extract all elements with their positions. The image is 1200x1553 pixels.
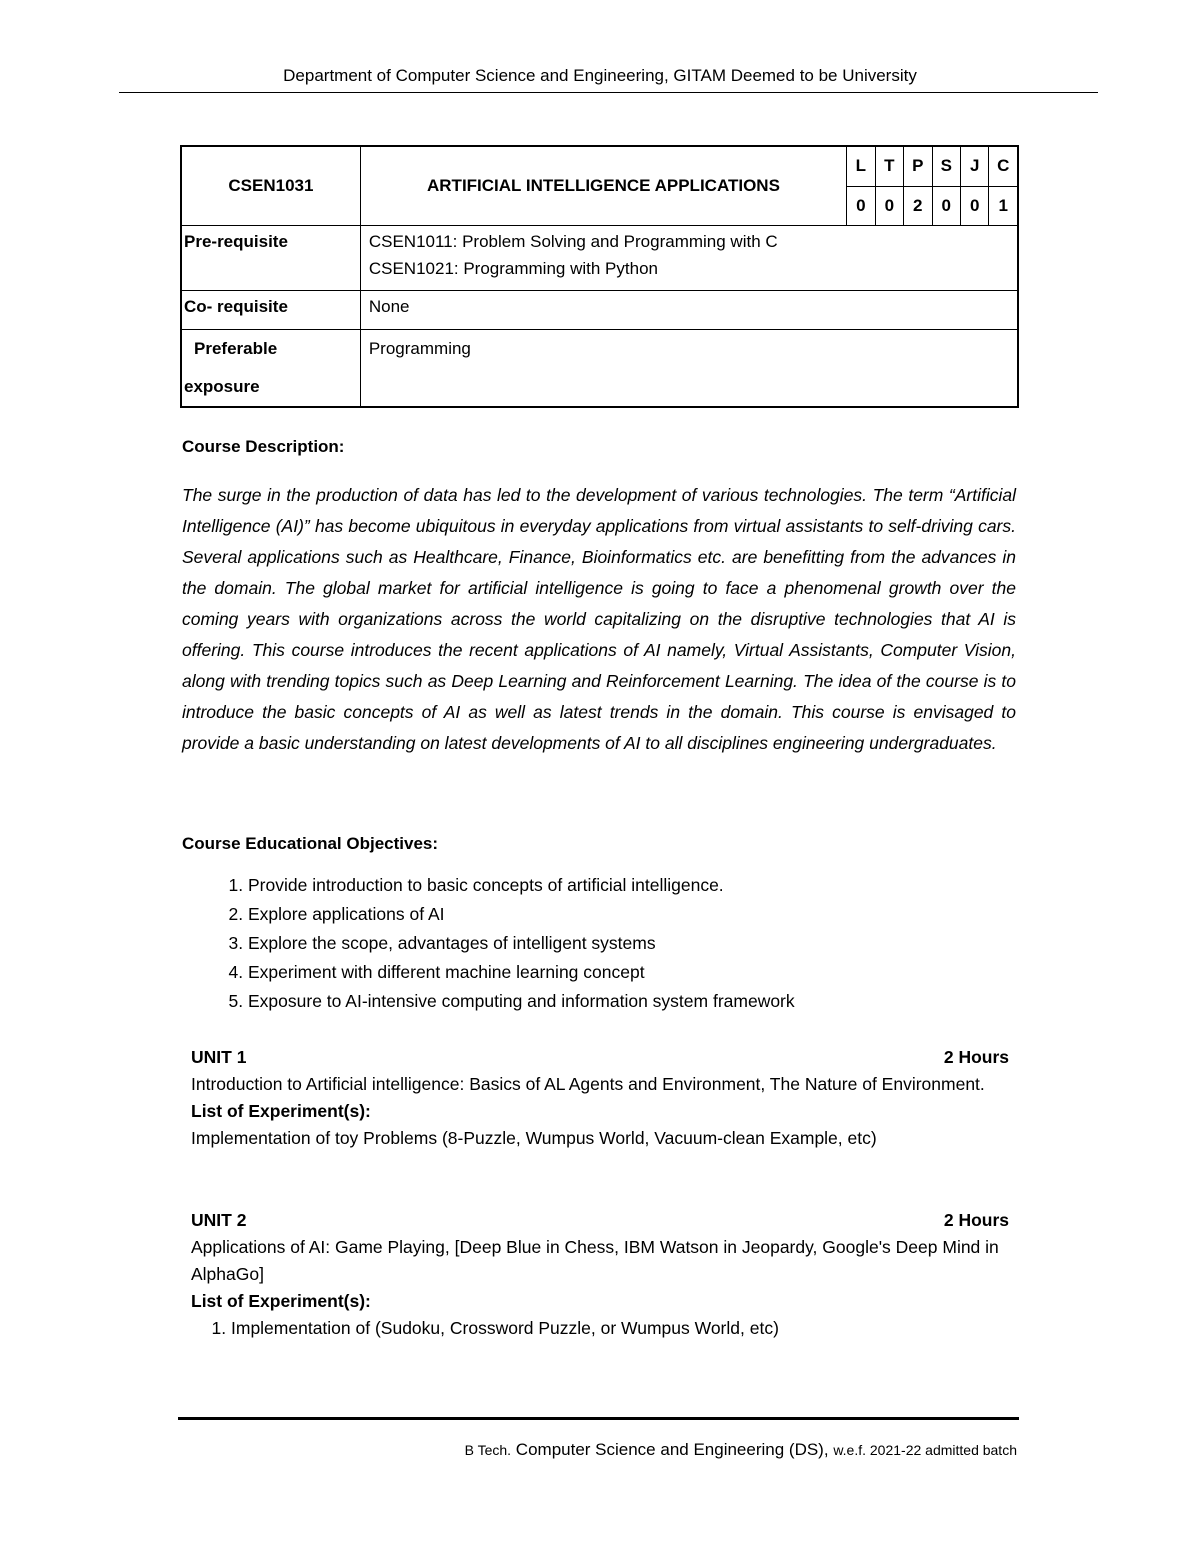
- experiments-label: List of Experiment(s):: [191, 1101, 371, 1121]
- course-title: ARTIFICIAL INTELLIGENCE APPLICATIONS: [360, 146, 846, 226]
- page-footer: [465, 1440, 1017, 1460]
- credit-value-s: 0: [932, 186, 960, 226]
- experiments-list: [191, 1315, 1009, 1342]
- prerequisite-line: CSEN1011: Problem Solving and Programming with C: [368, 232, 778, 251]
- credit-header-j: J: [960, 146, 988, 186]
- header-rule: [119, 92, 1098, 93]
- preferable-exposure-value: Programming: [360, 330, 1018, 408]
- unit-2-block: [191, 1207, 1009, 1342]
- objective-item: 2. Explore applications of AI: [248, 900, 1008, 929]
- page-header: Department of Computer Science and Engineering, GITAM Deemed to be University: [283, 66, 917, 85]
- credit-value-j: 0: [960, 186, 988, 226]
- footer-rule: [178, 1417, 1019, 1420]
- objective-item: 3. Explore the scope, advantages of intelligent systems: [248, 929, 1008, 958]
- footer-prefix: B Tech.: [464, 1442, 512, 1458]
- unit-heading: [191, 1044, 1009, 1071]
- credit-value-t: 0: [875, 186, 903, 226]
- objective-item: 5. Exposure to AI-intensive computing and information system framework: [248, 987, 1008, 1016]
- credit-header-p: P: [904, 146, 932, 186]
- preferable-label-line: Preferable: [194, 339, 278, 358]
- preferable-label-line: exposure: [184, 377, 260, 396]
- unit-hours: 2 Hours: [943, 1047, 1009, 1067]
- credit-header-c: C: [989, 146, 1018, 186]
- objectives-title: Course Educational Objectives:: [182, 834, 439, 853]
- unit-name: UNIT 2: [191, 1210, 247, 1230]
- unit-content: Applications of AI: Game Playing, [Deep Blue in Chess, IBM Watson in Jeopardy, Google's Deep Mind in AlphaGo]: [191, 1237, 999, 1284]
- objective-item: 1. Provide introduction to basic concepts of artificial intelligence.: [248, 871, 1008, 900]
- credit-value-l: 0: [847, 186, 875, 226]
- objectives-list: [208, 871, 1008, 1016]
- experiments-label: List of Experiment(s):: [191, 1291, 371, 1311]
- credit-value-p: 2: [904, 186, 932, 226]
- corequisite-value: None: [360, 291, 1018, 330]
- course-info-table: [180, 145, 1019, 408]
- credit-value-c: 1: [989, 186, 1018, 226]
- unit-content: Introduction to Artificial intelligence: Basics of AL Agents and Environment, The Nature of Environment.: [191, 1074, 985, 1094]
- course-description-title: Course Description:: [182, 437, 345, 456]
- unit-heading: [191, 1207, 1009, 1234]
- credit-header-t: T: [875, 146, 903, 186]
- experiment-item: 1. Implementation of (Sudoku, Crossword Puzzle, or Wumpus World, etc): [231, 1315, 1009, 1342]
- prerequisite-line: CSEN1021: Programming with Python: [368, 259, 658, 278]
- prerequisite-label: Pre-requisite: [181, 226, 360, 291]
- unit-1-block: [191, 1044, 1009, 1152]
- credit-header-l: L: [847, 146, 875, 186]
- course-description-text: The surge in the production of data has led to the development of various technologies. The term “Artificial Intelligence (AI)” has become ubiquitous in everyday applications from virtual assistants to self-driving cars. Several applications such as Healthcare, Finance, Bioinformatics etc. are benefitting from the advances in the domain. The global market for artificial intelligence is going to face a phenomenal growth over the coming years with organizations across the world capitalizing on the disruptive technologies that AI is offering. This course introduces the recent applications of AI namely, Virtual Assistants, Computer Vision, along with trending topics such as Deep Learning and Reinforcement Learning. The idea of the course is to introduce the basic concepts of AI as well as latest trends in the domain. This course is envisaged to provide a basic understanding on latest developments of AI to all disciplines engineering undergraduates.: [182, 485, 1016, 753]
- preferable-exposure-label: [181, 330, 360, 408]
- credit-header-s: S: [932, 146, 960, 186]
- objective-item: 4. Experiment with different machine learning concept: [248, 958, 1008, 987]
- prerequisite-value: [360, 226, 1018, 291]
- footer-main: Computer Science and Engineering (DS),: [515, 1440, 829, 1459]
- unit-hours: 2 Hours: [943, 1210, 1009, 1230]
- unit-name: UNIT 1: [191, 1047, 247, 1067]
- course-code: CSEN1031: [181, 146, 360, 226]
- experiment-item: Implementation of toy Problems (8-Puzzle, Wumpus World, Vacuum-clean Example, etc): [191, 1128, 877, 1148]
- corequisite-label: Co- requisite: [181, 291, 360, 330]
- footer-suffix: w.e.f. 2021-22 admitted batch: [833, 1442, 1017, 1458]
